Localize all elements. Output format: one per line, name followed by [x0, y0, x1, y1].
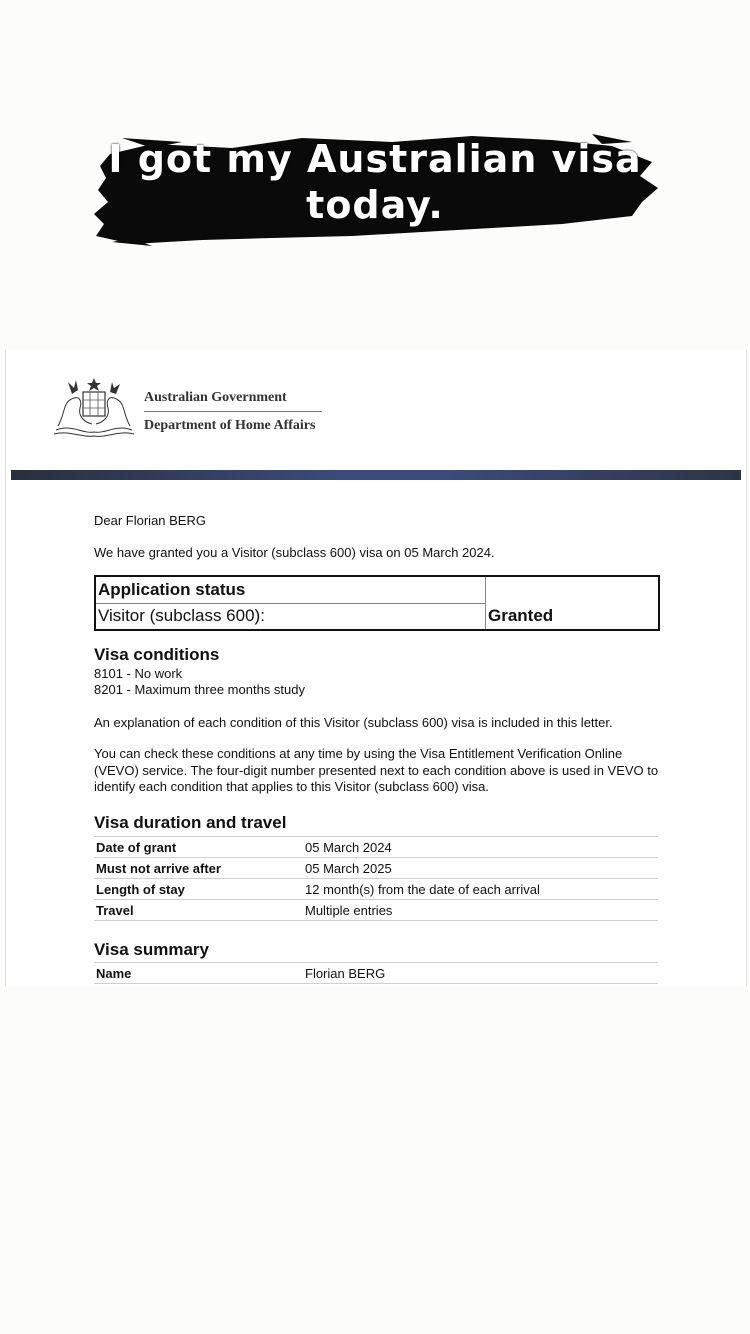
table-row — [94, 837, 658, 858]
status-label: Visitor (subclass 600): — [98, 606, 265, 625]
conditions-heading: Visa conditions — [94, 645, 220, 664]
header-band — [11, 470, 741, 480]
caption-area — [0, 0, 750, 350]
duration-table — [94, 836, 658, 921]
condition-item-8101: 8101 - No work — [94, 666, 183, 681]
caption-text — [90, 136, 660, 228]
row-key: Length of stay — [94, 879, 303, 900]
grant-intro: We have granted you a Visitor (subclass 600) visa on 05 March 2024. — [94, 545, 495, 560]
summary-heading: Visa summary — [94, 940, 209, 959]
row-value: Florian BERG — [303, 963, 658, 984]
government-name: Australian Government — [144, 390, 322, 412]
table-row — [94, 900, 658, 921]
conditions-explanation: An explanation of each condition of this Visitor (subclass 600) visa is included in this letter. — [94, 715, 613, 730]
status-vertical-line — [485, 577, 486, 629]
row-value: 05 March 2024 — [303, 837, 658, 858]
caption-line-1: I got my Australian visa — [108, 137, 642, 181]
application-status-box — [94, 575, 660, 631]
status-divider — [96, 603, 486, 604]
row-value: 05 March 2025 — [303, 858, 658, 879]
condition-item-8201: 8201 - Maximum three months study — [94, 682, 305, 697]
coat-of-arms-icon — [52, 372, 136, 438]
row-value: 12 month(s) from the date of each arrival — [303, 879, 658, 900]
vevo-paragraph: You can check these conditions at any time by using the Visa Entitlement Verification Online (VEVO) service. The four-digit number presented next to each condition above is used in VEVO to identify each condition that applies to this Visitor (subclass 600) visa. — [94, 746, 659, 794]
table-row — [94, 858, 658, 879]
status-value: Granted — [488, 606, 554, 625]
department-name: Department of Home Affairs — [144, 418, 316, 433]
letterhead — [52, 372, 352, 442]
row-key: Name — [94, 963, 303, 984]
table-row — [94, 879, 658, 900]
row-key: Travel — [94, 900, 303, 921]
caption-line-2: today. — [306, 183, 444, 227]
visa-grant-letter — [5, 350, 747, 986]
row-value: Multiple entries — [303, 900, 658, 921]
status-title: Application status — [98, 580, 246, 599]
row-key: Must not arrive after — [94, 858, 303, 879]
duration-heading: Visa duration and travel — [94, 813, 287, 832]
table-row — [94, 963, 658, 984]
greeting: Dear Florian BERG — [94, 513, 206, 528]
row-key: Date of grant — [94, 837, 303, 858]
summary-table — [94, 962, 658, 984]
